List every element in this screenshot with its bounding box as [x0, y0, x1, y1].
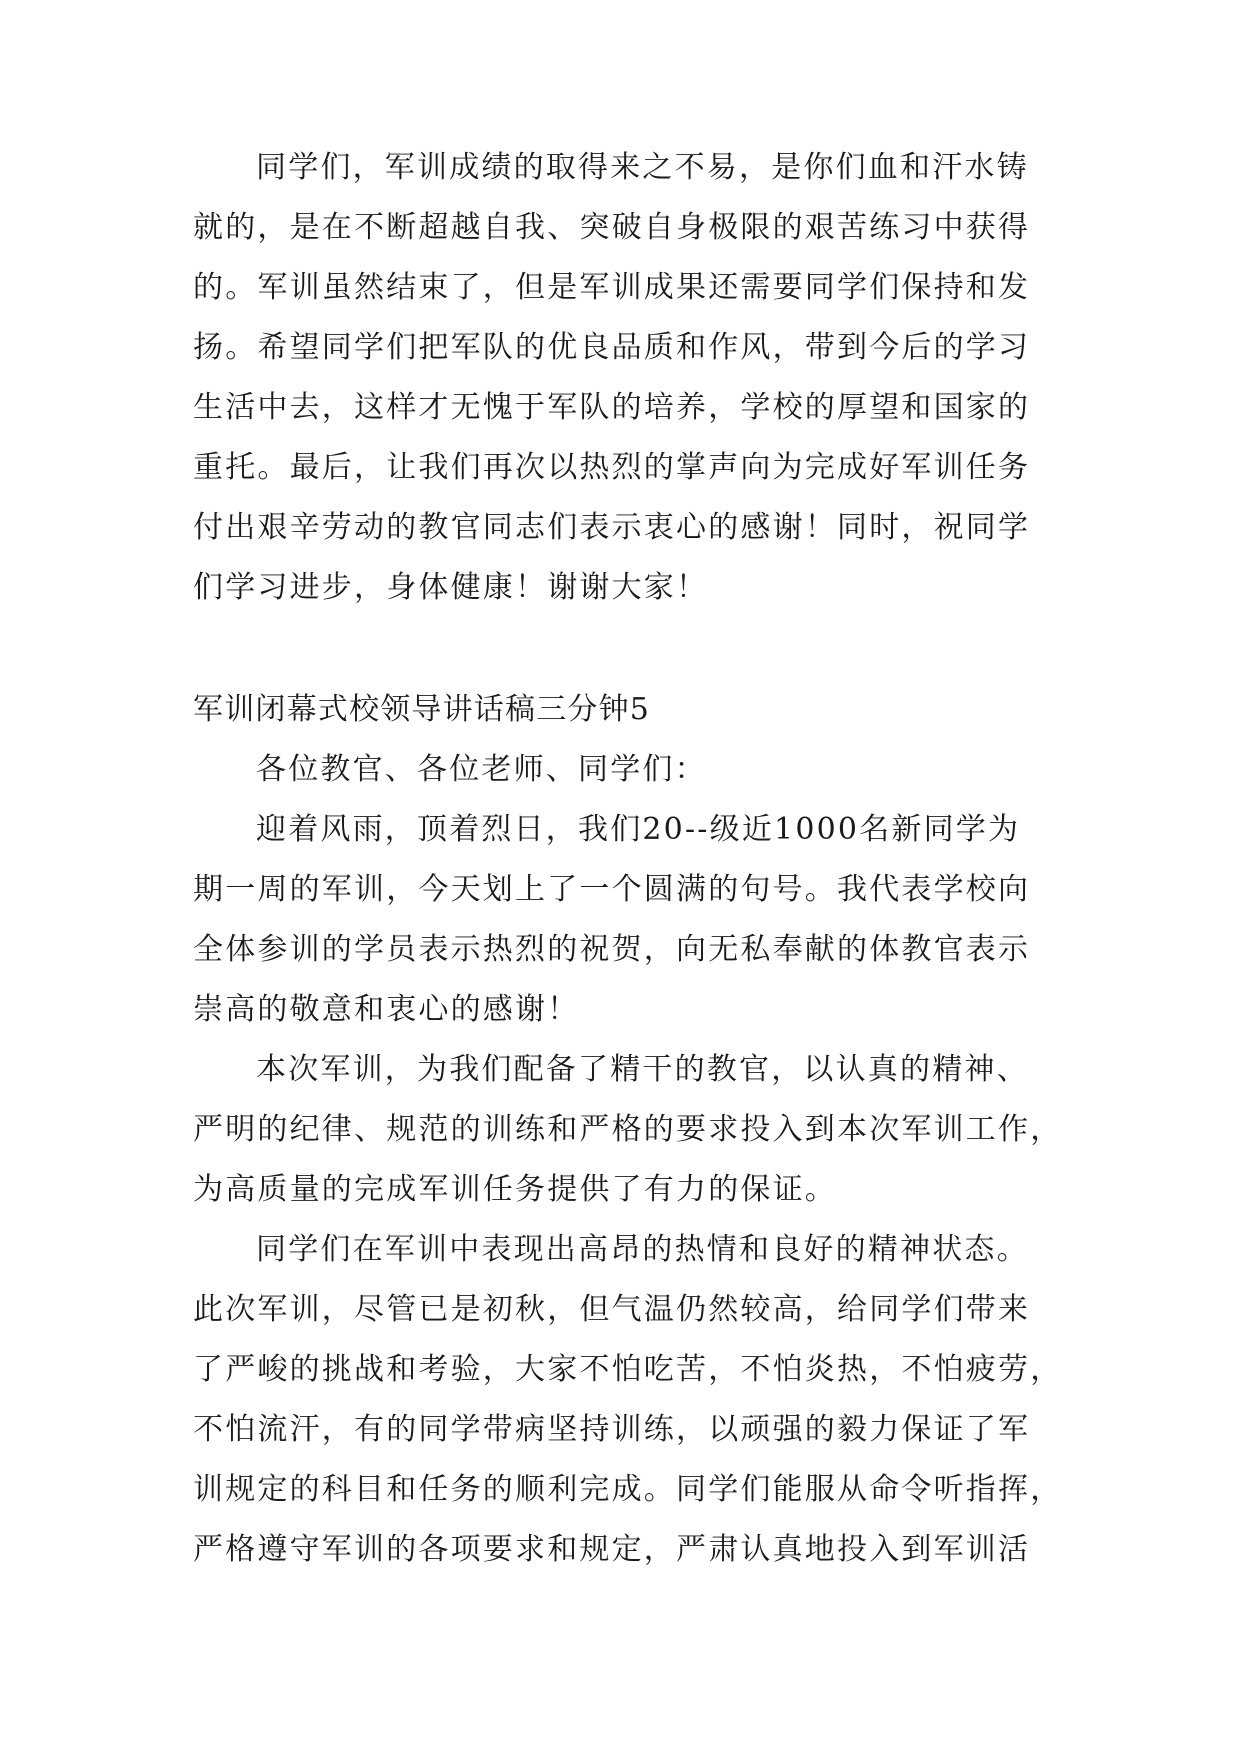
paragraph-line: 们学习进步，身体健康！谢谢大家！: [193, 570, 709, 605]
paragraph-line: 此次军训，尽管已是初秋，但气温仍然较高，给同学们带来: [193, 1292, 1031, 1327]
paragraph-line: 本次军训，为我们配备了精干的教官，以认真的精神、: [256, 1052, 1029, 1087]
paragraph-line: 不怕流汗，有的同学带病坚持训练，以顽强的毅力保证了军: [193, 1412, 1031, 1447]
paragraph-line: 重托。最后，让我们再次以热烈的掌声向为完成好军训任务: [193, 450, 1031, 485]
paragraph-line: 同学们，军训成绩的取得来之不易，是你们血和汗水铸: [256, 150, 1029, 185]
paragraph-line: 为高质量的完成军训任务提供了有力的保证。: [193, 1172, 837, 1207]
paragraph-line: 同学们在军训中表现出高昂的热情和良好的精神状态。: [256, 1232, 1029, 1267]
paragraph-line: 生活中去，这样才无愧于军队的培养，学校的厚望和国家的: [193, 390, 1031, 425]
paragraph-line: 扬。希望同学们把军队的优良品质和作风，带到今后的学习: [193, 330, 1031, 365]
paragraph-line: 迎着风雨，顶着烈日，我们20--级近1000名新同学为: [256, 812, 1021, 847]
paragraph-line: 的。军训虽然结束了，但是军训成果还需要同学们保持和发: [193, 270, 1031, 305]
salutation: 各位教官、各位老师、同学们：: [256, 752, 707, 787]
section-title: 军训闭幕式校领导讲话稿三分钟5: [193, 692, 651, 727]
paragraph-line: 了严峻的挑战和考验，大家不怕吃苦，不怕炎热，不怕疲劳，: [193, 1352, 1063, 1387]
paragraph-line: 全体参训的学员表示热烈的祝贺，向无私奉献的体教官表示: [193, 932, 1031, 967]
paragraph-line: 付出艰辛劳动的教官同志们表示衷心的感谢！同时，祝同学: [193, 510, 1031, 545]
paragraph-line: 期一周的军训，今天划上了一个圆满的句号。我代表学校向: [193, 872, 1031, 907]
paragraph-line: 严明的纪律、规范的训练和严格的要求投入到本次军训工作，: [193, 1112, 1063, 1147]
paragraph-line: 训规定的科目和任务的顺利完成。同学们能服从命令听指挥，: [193, 1472, 1063, 1507]
paragraph-line: 严格遵守军训的各项要求和规定，严肃认真地投入到军训活: [193, 1532, 1031, 1567]
paragraph-line: 崇高的敬意和衷心的感谢！: [193, 992, 580, 1027]
paragraph-line: 就的，是在不断超越自我、突破自身极限的艰苦练习中获得: [193, 210, 1031, 245]
